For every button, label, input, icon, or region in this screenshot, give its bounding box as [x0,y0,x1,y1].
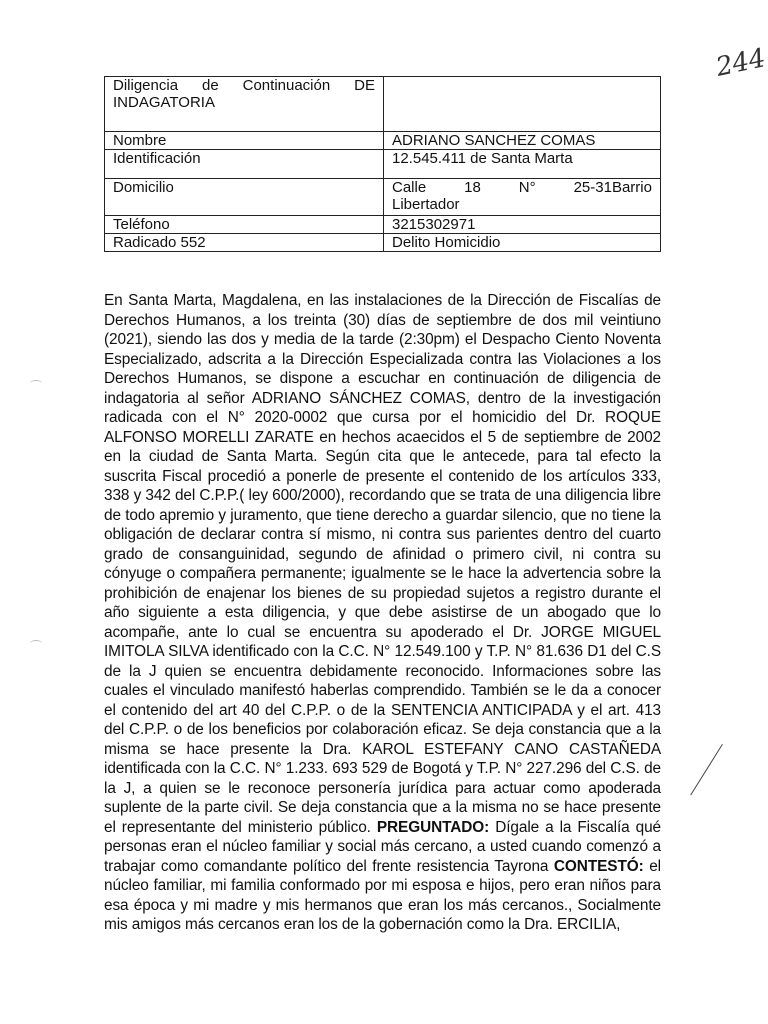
table-row-nombre [105,132,661,150]
domicilio-word: 18 [464,179,481,196]
value-telefono: 3215302971 [384,216,661,234]
label-domicilio: Domicilio [105,179,384,216]
table-row-title [105,77,661,132]
diligence-title: Diligencia de Continuación DE INDAGATORIA [105,77,384,132]
case-info-table [104,76,661,252]
value-domicilio [384,179,661,216]
label-radicado: Radicado 552 [105,234,384,252]
domicilio-word: 25-31Barrio [573,179,652,196]
value-nombre: ADRIANO SANCHEZ COMAS [384,132,661,150]
body-intro-text: En Santa Marta, Magdalena, en las instalaciones de la Dirección de Fiscalías de Derechos Humanos, a los treinta (30) días de septiembre de dos mil veintiuno (2021), siendo las dos y media de la tarde (2:30pm) el Despacho Ciento Noventa Especializado, adscrita a la Dirección Especializada contra las Violaciones a los Derechos Humanos, se dispone a escuchar en continuación de diligencia de indagatoria al señor ADRIANO SÁNCHEZ COMAS, dentro de la investigación radicada con el N° 2020-0002 que cursa por el homicidio del Dr. ROQUE ALFONSO MORELLI ZARATE en hechos acaecidos el 5 de septiembre de 2002 en la ciudad de Santa Marta. Según cita que le antecede, para tal efecto la suscrita Fiscal procedió a ponerle de presente el contenido de los artículos 333, 338 y 342 del C.P.P.( ley 600/2000), recordando que se trata de una diligencia libre de todo apremio y juramento, que tiene derecho a guardar silencio, que no tiene la obligación de declarar contra sí mismo, ni contra sus parientes dentro del cuarto grado de consanguinidad, segundo de afinidad o primero civil, ni contra su cónyuge o compañera permanente; igualmente se le hace la advertencia sobre la prohibición de enajenar los bienes de su propiedad sujetos a registro durante el año siguiente a esta diligencia, y que debe asistirse de un abogado que lo acompañe, ante lo cual se encuentra su apoderado el Dr. JORGE MIGUEL IMITOLA SILVA identificado con la C.C. N° 12.549.100 y T.P. N° 81.636 D1 del C.S de la J quien se encuentra debidamente reconocido. Informaciones sobre las cuales el vinculado manifestó haberlas comprendido. También se le da a conocer el contenido del art 40 del C.P.P. o de la SENTENCIA ANTICIPADA y el art. 413 del C.P.P. o de los beneficios por colaboración eficaz. Se deja constancia que a la misma se hace presente la Dra. KAROL ESTEFANY CANO CASTAÑEDA identificada con la C.C. N° 1.233. 693 529 de Bogotá y T.P. N° 227.296 del C.S. de la J, a quien se le reconoce personería jurídica para actuar como apoderada suplente de la parte civil. Se deja constancia que a la misma no se hace presente el representante del ministerio público. [104,292,661,836]
table-row-domicilio [105,179,661,216]
margin-punch-mark [30,380,42,387]
body-paragraph [104,291,661,935]
table-row-radicado [105,234,661,252]
question-label: PREGUNTADO: [376,818,490,836]
label-nombre: Nombre [105,132,384,150]
domicilio-line-1 [392,179,652,196]
question-text: Dígale a la Fiscalía qué personas eran el núcleo familiar y social más cercano, a usted cuando comenzó a trabajar como comandante político del frente resistencia Tayrona [104,818,661,875]
value-radicado: Delito Homicidio [384,234,661,252]
pen-stroke-mark [690,744,723,795]
margin-punch-mark [30,640,42,647]
answer-label: CONTESTÓ: [553,857,644,875]
answer-text: el núcleo familiar, mi familia conformado por mi esposa e hijos, pero eran niños para esa época y mi madre y mis hermanos que eran los más cercanos., Socialmente mis amigos más cercanos eran los de la gobernación como la Dra. ERCILIA, [104,857,661,933]
domicilio-line-2: Libertador [392,196,460,213]
label-telefono: Teléfono [105,216,384,234]
value-identificacion: 12.545.411 de Santa Marta [384,150,661,179]
domicilio-word: N° [518,179,536,196]
domicilio-word: Calle [392,179,427,196]
table-row-telefono [105,216,661,234]
table-row-identificacion [105,150,661,179]
diligence-title-value [384,77,661,132]
handwritten-page-number: 244 [713,43,768,83]
label-identificacion: Identificación [105,150,384,179]
